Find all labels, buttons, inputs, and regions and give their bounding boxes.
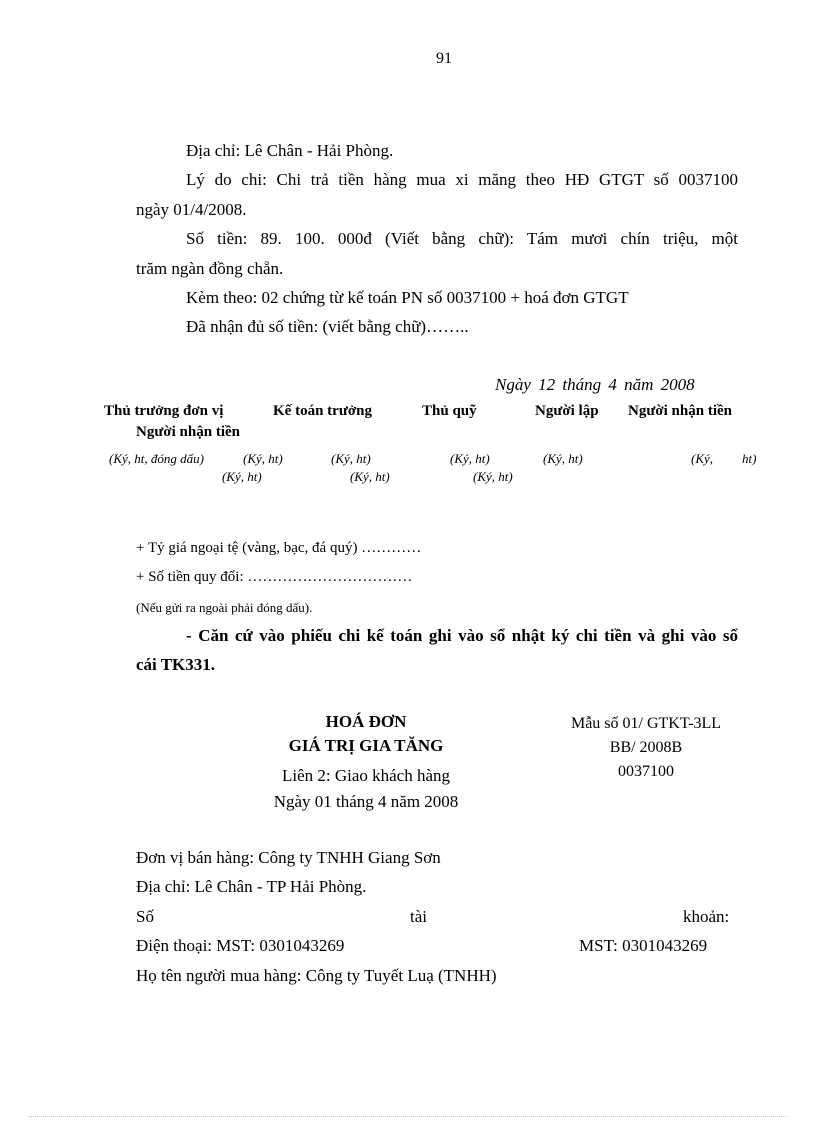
signature-note: (Ký, ht)	[331, 451, 371, 466]
signature-note: (Ký, ht)	[543, 451, 583, 466]
exchange-rate-line: + Tỷ giá ngoại tệ (vàng, bạc, đá quý) …………	[136, 540, 422, 556]
seller-address: Địa chỉ: Lê Chân - TP Hải Phòng.	[136, 877, 367, 896]
invoice-subtitle: GIÁ TRỊ GIA TĂNG	[288, 736, 444, 755]
signature-note: ht)	[742, 451, 757, 466]
signature-note: (Ký, ht)	[243, 451, 283, 466]
received-line: Đã nhận đủ số tiền: (viết bằng chữ)……..	[186, 317, 469, 336]
phone-tax-line: Điện thoại: MST: 0301043269	[136, 936, 345, 955]
basis-line-1: - Căn cứ vào phiếu chi kế toán ghi vào sổ nhật ký chi tiền và ghi vào sổ	[186, 626, 738, 645]
amount-line-2: trăm ngàn đồng chẵn.	[136, 259, 284, 278]
signature-title-recipient: Người nhận tiền	[628, 403, 732, 419]
signature-note: (Ký, ht)	[473, 469, 513, 484]
invoice-date: Ngày 01 tháng 4 năm 2008	[273, 792, 459, 811]
seller-line: Đơn vị bán hàng: Công ty TNHH Giang Sơn	[136, 848, 441, 867]
converted-amount-line: + Số tiền quy đổi: ……………………………	[136, 569, 413, 585]
invoice-number: 0037100	[618, 763, 674, 780]
buyer-line: Họ tên người mua hàng: Công ty Tuyết Luạ (TNHH)	[136, 966, 497, 985]
signature-note: (Ký, ht)	[450, 451, 490, 466]
invoice-copy: Liên 2: Giao khách hàng	[281, 766, 451, 785]
signature-title-preparer: Người lập	[535, 403, 599, 419]
signature-note: (Ký, ht)	[350, 469, 390, 484]
account-label: Số	[136, 907, 154, 926]
signature-note: (Ký, ht, đóng dấu)	[109, 451, 204, 466]
signature-title-director: Thủ trưởng đơn vị	[104, 403, 224, 419]
basis-line-2: cái TK331.	[136, 655, 216, 674]
invoice-series: BB/ 2008B	[609, 739, 683, 756]
invoice-title: HOÁ ĐƠN	[325, 712, 407, 731]
signature-title-chief-accountant: Kế toán trưởng	[273, 403, 372, 419]
receipt-date: Ngày 12 tháng 4 năm 2008	[495, 375, 695, 394]
page-number: 91	[436, 50, 452, 67]
tax-code-right: MST: 0301043269	[579, 936, 708, 955]
invoice-form-number: Mẫu số 01/ GTKT-3LL	[570, 715, 722, 732]
bottom-divider	[28, 1116, 788, 1117]
signature-title-recipient-2: Người nhận tiền	[136, 424, 240, 440]
address-line: Địa chỉ: Lê Chân - Hải Phòng.	[186, 141, 394, 160]
signature-title-treasurer: Thủ quỹ	[422, 403, 477, 419]
stamp-note: (Nếu gửi ra ngoài phải đóng dấu).	[136, 600, 313, 615]
reason-line-1: Lý do chi: Chi trả tiền hàng mua xi măng theo HĐ GTGT số 0037100	[186, 170, 738, 189]
amount-line-1: Số tiền: 89. 100. 000đ (Viết bằng chữ): Tám mươi chín triệu, một	[186, 229, 738, 248]
signature-note: (Ký,	[691, 451, 714, 466]
signature-note: (Ký, ht)	[222, 469, 262, 484]
account-label: tài	[410, 907, 427, 926]
reason-line-2: ngày 01/4/2008.	[136, 200, 247, 219]
attached-line: Kèm theo: 02 chứng từ kế toán PN số 0037100 + hoá đơn GTGT	[186, 288, 629, 307]
account-label: khoản:	[683, 907, 730, 926]
